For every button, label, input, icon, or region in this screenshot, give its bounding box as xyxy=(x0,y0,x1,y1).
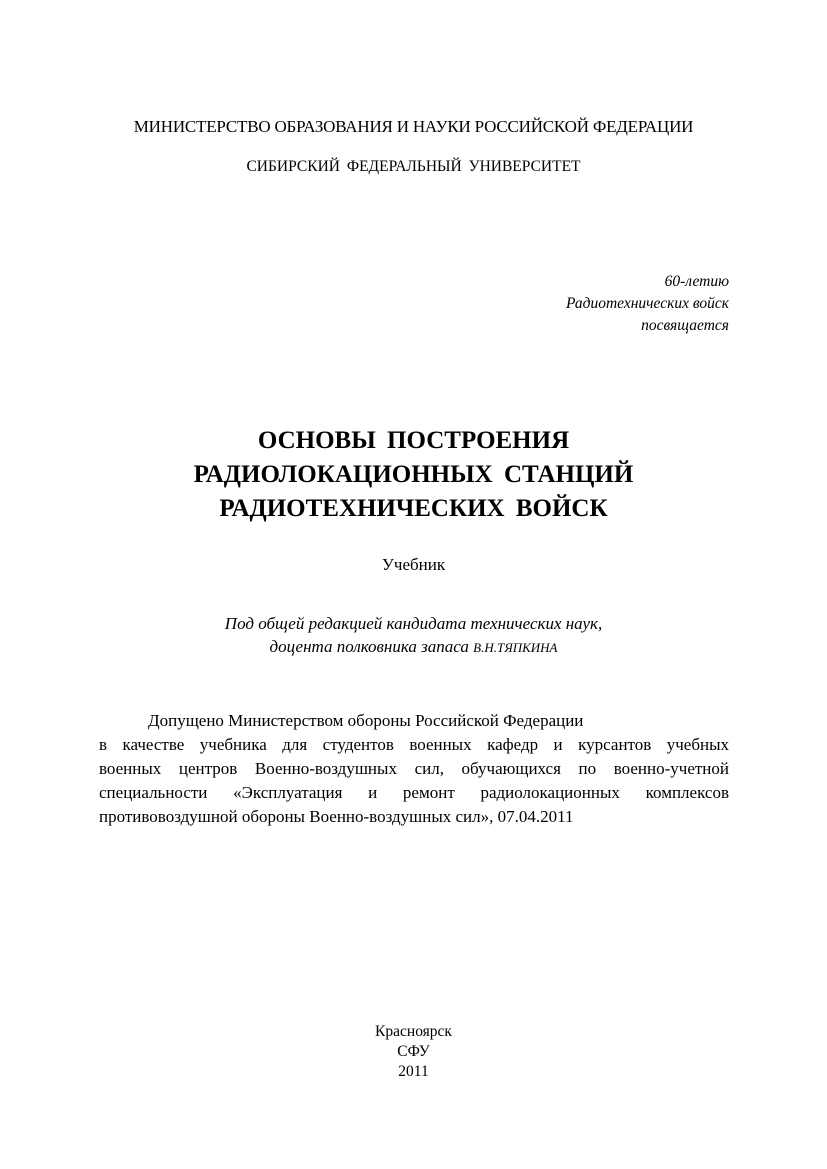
dedication xyxy=(566,271,729,337)
title-line: ОСНОВЫ ПОСТРОЕНИЯ xyxy=(257,427,570,454)
title-line: РАДИОТЕХНИЧЕСКИХ ВОЙСК xyxy=(219,495,608,522)
imprint-city: Красноярск xyxy=(375,1023,452,1040)
imprint-publisher: СФУ xyxy=(397,1043,430,1060)
approval-line: противовоздушной обороны Военно-воздушных сил», 07.04.2011 xyxy=(99,807,574,826)
university-name: СИБИРСКИЙ ФЕДЕРАЛЬНЫЙ УНИВЕРСИТЕТ xyxy=(246,158,581,175)
editor-line-2 xyxy=(0,635,827,659)
dedication-line: 60-летию xyxy=(664,273,729,290)
approval-line: специальности «Эксплуатация и ремонт радиолокационных комплексов xyxy=(99,783,729,802)
editor-line-1: Под общей редакцией кандидата технических наук, xyxy=(224,614,603,633)
approval-line: военных центров Военно-воздушных сил, обучающихся по военно-учетной xyxy=(99,759,729,778)
document-type: Учебник xyxy=(381,555,446,574)
approval-statement xyxy=(99,709,729,829)
editor-name: В.Н.ТЯПКИНА xyxy=(473,640,558,655)
editor-title: доцента полковника запаса xyxy=(269,637,469,656)
ministry-header: МИНИСТЕРСТВО ОБРАЗОВАНИЯ И НАУКИ РОССИЙСКОЙ ФЕДЕРАЦИИ xyxy=(133,117,694,136)
approval-line: в качестве учебника для студентов военных кафедр и курсантов учебных xyxy=(99,735,729,754)
dedication-line: посвящается xyxy=(641,317,729,334)
editor-credit xyxy=(0,612,827,659)
imprint xyxy=(0,1022,827,1082)
book-title xyxy=(0,424,827,526)
dedication-line: Радиотехнических войск xyxy=(565,295,729,312)
title-line: РАДИОЛОКАЦИОННЫХ СТАНЦИЙ xyxy=(193,461,634,488)
imprint-year: 2011 xyxy=(398,1063,429,1080)
approval-line: Допущено Министерством обороны Российской Федерации xyxy=(148,711,584,730)
